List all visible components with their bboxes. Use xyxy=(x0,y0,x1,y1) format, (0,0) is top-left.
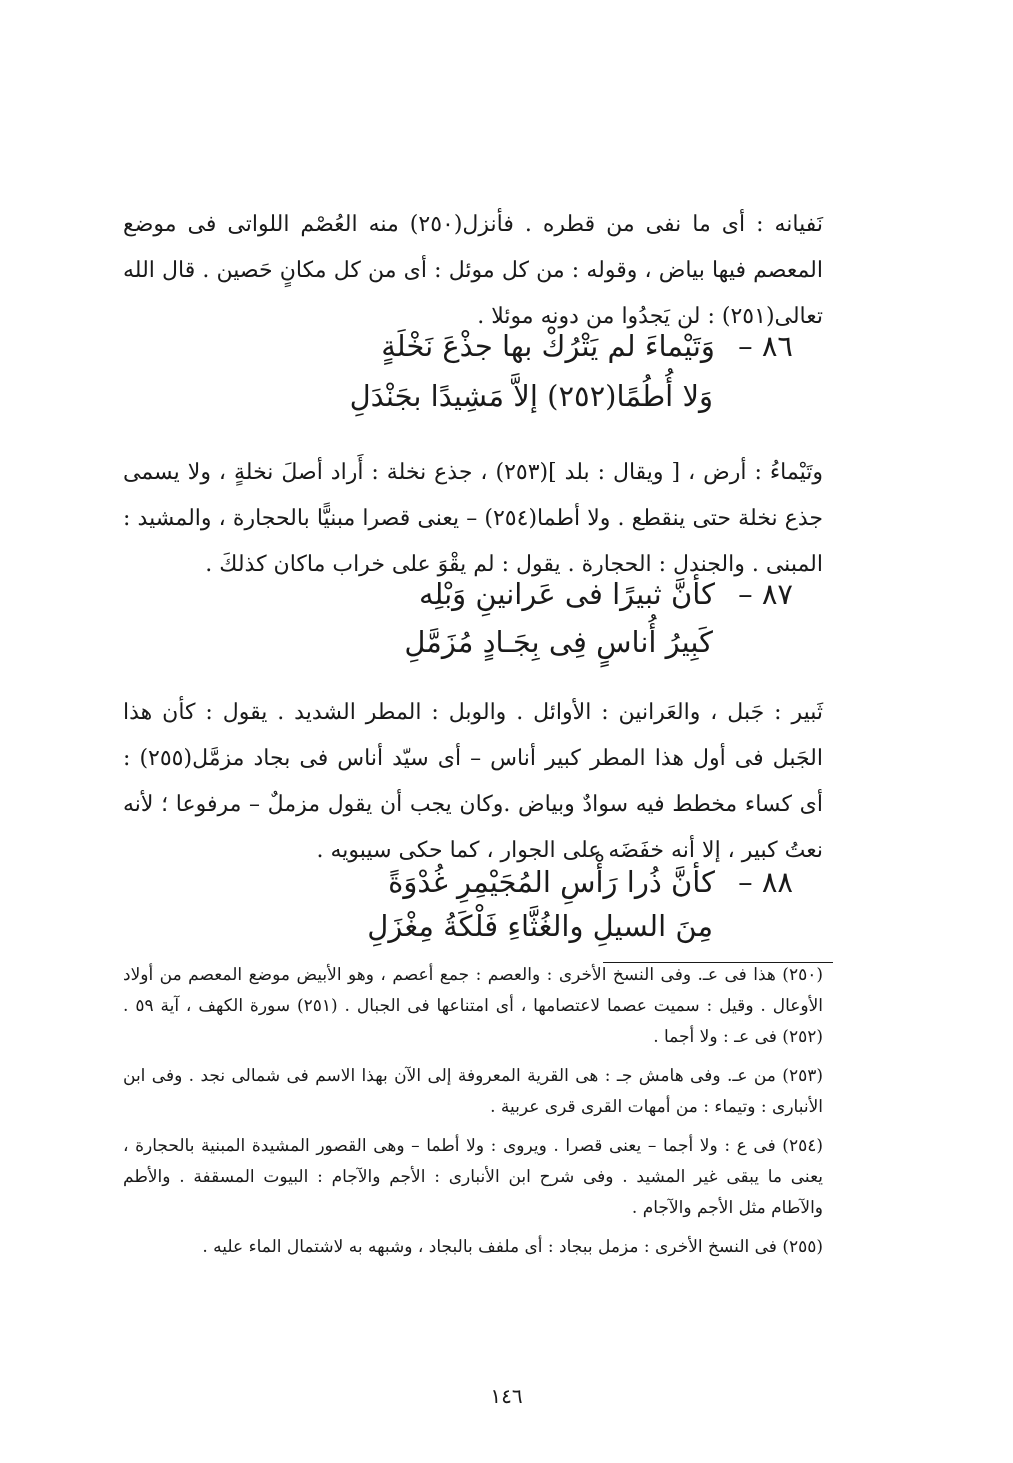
verse-88-second-hemistich: مِنَ السيلِ والغُثَّاءِ فَلْكَةُ مِغْزَلِ xyxy=(367,909,713,943)
verse-number: ٨٧ – xyxy=(738,577,793,611)
verse-text: كأنَّ ثبيرًا فى عَرانينِ وَبْلِه xyxy=(418,577,715,611)
verse-number: ٨٦ – xyxy=(738,329,793,363)
verse-86-second-hemistich: وَلا أُطُمًا(٢٥٢) إلاَّ مَشِيدًا بجَنْدَلِ xyxy=(349,379,713,413)
footnote: (٢٥٣) من عـ. وفى هامش جـ : هى القرية المعروفة إلى الآن بهذا الاسم فى شمالى نجد . وفى ابن الأنبارى : وتيماء : من أمهات القرى قرى عربية . xyxy=(123,1066,823,1117)
verse-88-first-hemistich xyxy=(388,858,793,906)
verse-number: ٨٨ – xyxy=(738,865,793,899)
footnote: (٢٥٤) فى ع : ولا أجما – يعنى قصرا . ويروى : ولا أطما – وهى القصور المشيدة المبنية بالحجارة ، يعنى ما يبقى غير المشيد . وفى شرح ابن الأنبارى : الأجم والآجام : البيوت المسقفة . والأطم والآطام مثل الأجم والآجام . xyxy=(123,1136,823,1218)
verse-text: كأنَّ ذُرا رَأْسِ المُجَيْمِرِ غُدْوَةً xyxy=(388,865,715,899)
verse-86-first-hemistich xyxy=(381,322,793,370)
commentary-paragraph: وتَيْماءُ : أرض ، [ ويقال : بلد ](٢٥٣) ، جذع نخلة : أَراد أصلَ نخلةٍ ، ولا يسمى جذع نخلة حتى ينقطع . ولا أطما(٢٥٤) – يعنى قصرا مبنيًّا بالحجارة ، والمشيد : المبنى . والجندل : الحجارة . يقول : لم يقْوَ على خراب ماكان كذلكَ . xyxy=(123,460,823,577)
footnote: (٢٥٠) هذا فى عـ. وفى النسخ الأخرى : والعصم : جمع أعصم ، وهو الأبيض موضع المعصم من أولاد الأوعال . وقيل : سميت عصما لاعتصامها ، أى امتناعها فى الجبال . (٢٥١) سورة الكهف ، آية ٥٩ . (٢٥٢) فى عـ : ولا أجما . xyxy=(123,965,824,1047)
commentary-paragraph: ثَبير : جَبل ، والعَرانين : الأوائل . والوبل : المطر الشديد . يقول : كأن هذا الجَبل فى أول هذا المطر كبير أناس – أى سيّد أناس فى بجاد مزمَّل(٢٥٥) : أى كساء مخطط فيه سوادٌ وبياض .وكان يجب أن يقول مزملٌ – مرفوعا ؛ لأنه نعتُ كبير ، إلا أنه خفَضَه على الجوار ، كما حكى سيبويه . xyxy=(123,700,823,863)
footnote: (٢٥٥) فى النسخ الأخرى : مزمل ببجاد : أى ملفف بالبجاد ، وشبهه به لاشتمال الماء عليه . xyxy=(202,1237,823,1257)
page-number: ١٤٦ xyxy=(490,1384,523,1408)
commentary-paragraph: نَفيانه : أى ما نفى من قطره . فأنزل(٢٥٠) منه العُصْم اللواتى فى موضع المعصم فيها بياض ، وقوله : من كل موئل : أى من كل مكانٍ حَصين . قال الله تعالى(٢٥١) : لن يَجدُوا من دونه موئلا . xyxy=(123,212,823,329)
footnotes xyxy=(123,960,823,1271)
verse-87-second-hemistich: كَبِيرُ أُناسٍ فِى بِجَـادٍ مُزَمَّلِ xyxy=(404,625,713,659)
verse-text: وَتَيْماءَ لم يَتْرُكْ بها جذْعَ نَخْلَةٍ xyxy=(381,329,715,363)
verse-87-first-hemistich xyxy=(419,570,793,618)
